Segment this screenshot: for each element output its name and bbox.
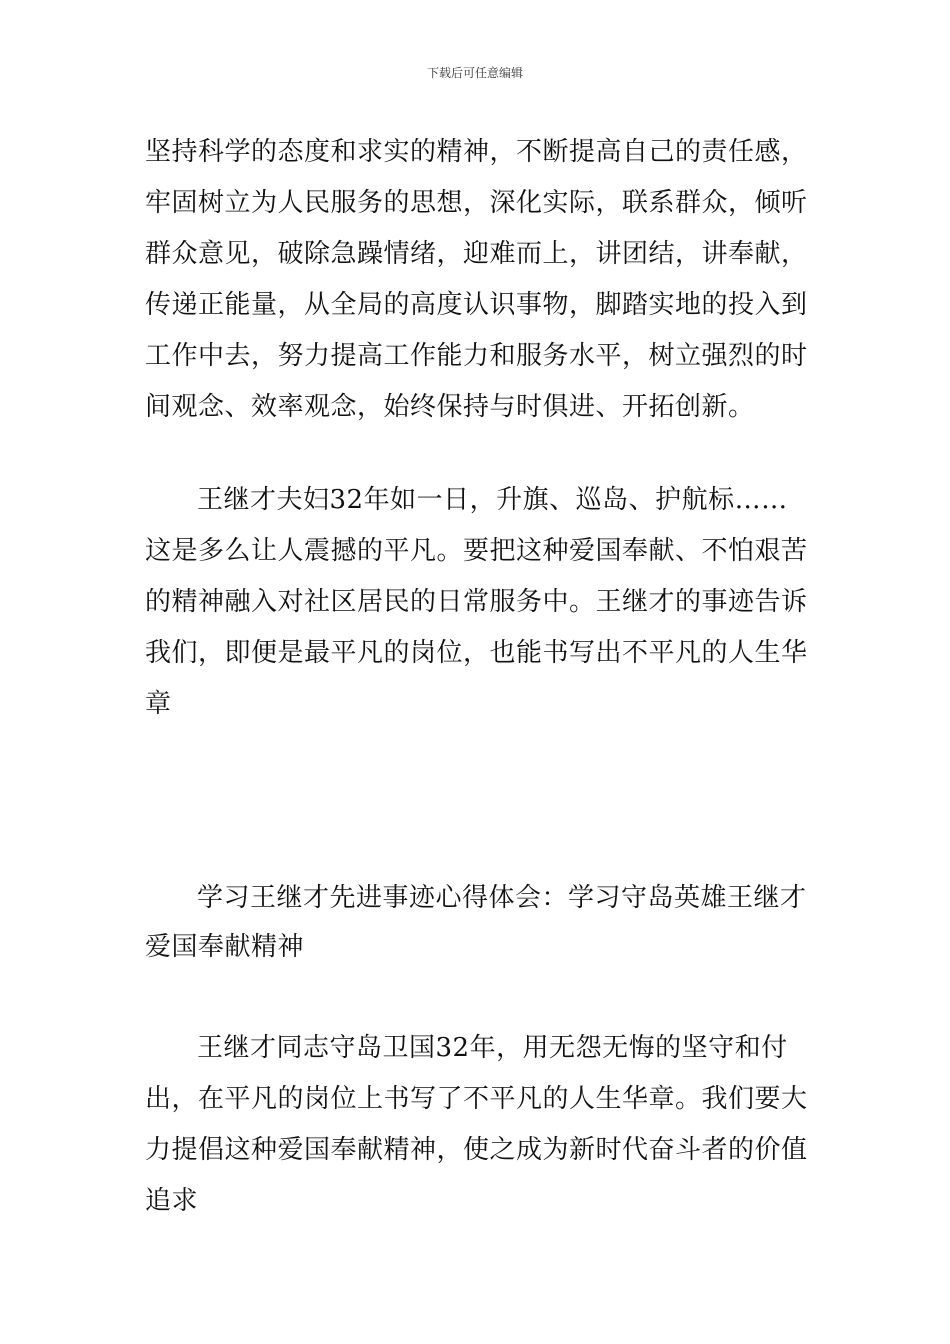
heading-text: 学习王继才先进事迹心得体会：学习守岛英雄王继才爱国奉献精神 [145, 883, 807, 962]
paragraph-text: 坚持科学的态度和求实的精神，不断提高自己的责任感，牢固树立为人民服务的思想，深化实际，联系群众，倾听群众意见，破除急躁情绪，迎难而上，讲团结，讲奉献，传递正能量，从全局的高度认识事物，脚踏实地的投入到工作中去，努力提高工作能力和服务水平，树立强烈的时间观念、效率观念，始终保持与时俱进、开拓创新。 [145, 137, 808, 422]
paragraph-1 [145, 127, 810, 433]
paragraph-text: 王继才同志守岛卫国32年，用无怨无悔的坚守和付出，在平凡的岗位上书写了不平凡的人生华章。我们要大力提倡这种爱国奉献精神，使之成为新时代奋斗者的价值追求 [145, 1033, 808, 1216]
paragraph-4 [145, 1023, 810, 1227]
section-heading [145, 874, 810, 972]
paragraph-2 [145, 475, 810, 730]
header-note: 下载后可任意编辑 [426, 66, 523, 80]
paragraph-text: 王继才夫妇32年如一日，升旗、巡岛、护航标……这是多么让人震撼的平凡。要把这种爱国奉献、不怕艰苦的精神融入对社区居民的日常服务中。王继才的事迹告诉我们，即便是最平凡的岗位，也能书写出不平凡的人生华章 [145, 485, 808, 719]
